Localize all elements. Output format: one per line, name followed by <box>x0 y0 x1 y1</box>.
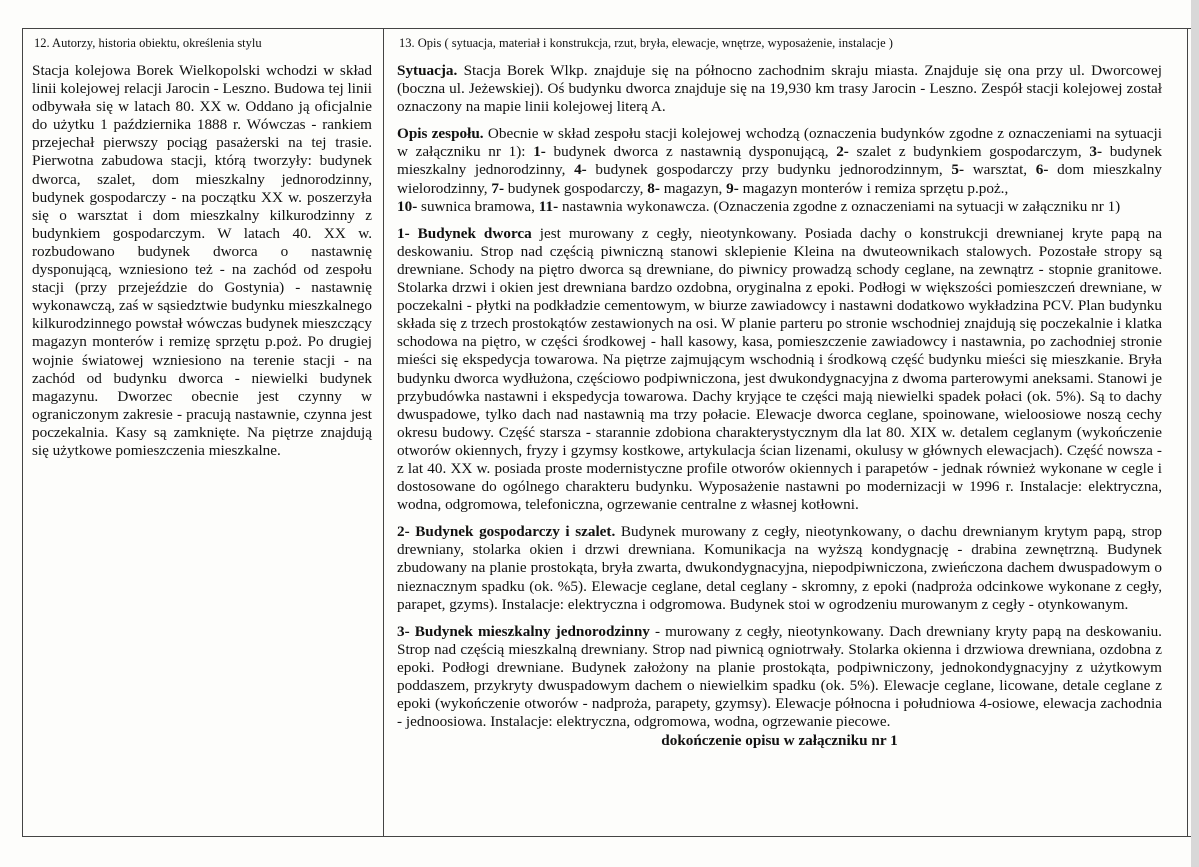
column-divider <box>383 28 384 836</box>
zespol-item: magazyn monterów i remiza sprzętu p.poż., <box>738 179 1009 197</box>
zespol-num: 1- <box>533 143 546 161</box>
zespol-item: magazyn, <box>659 179 727 197</box>
frame-right-line <box>1187 28 1188 836</box>
zespol-num: 11- <box>538 197 559 215</box>
zespol-intro: Obecnie w skład zespołu stacji kolejowej wchodzą (oznaczenia budynków zgodne z oznaczeniami na sytuacji w załączniku nr 1): <box>397 125 1162 161</box>
description-column <box>397 62 1162 750</box>
history-text: Stacja kolejowa Borek Wielkopolski wchodzi w skład linii kolejowej relacji Jarocin - Leszno. Budowa tej linii odbywała się w latach 80. XX w. Oddano ją oficjalnie do użytku 1 października 1888 r. Wówczas - rankiem przejechał pierwszy pociąg pasażerski na tej trasie. Pierwotna zabudowa stacji, którą tworzyły: budynek dworca, szalet, dom mieszkalny jednorodzinny, budynek gospodarczy - na początku XX w. poszerzyła się o warsztat i dom mieszkalny kilkurodzinny z budynkiem gospodarczym. W latach 40. XX w. rozbudowano budynek dworca o nastawnię dysponującą, wzniesiono też - na zachód od zespołu stacji (przy przejeździe do Gostynia) - nastawnię wykonawczą, zaś w sąsiedztwie budynku mieszkalnego kilkurodzinnego powstał wówczas budynek mieszczący magazyn monterów i remizę sprzętu p.poż. Po drugiej wojnie światowej wzniesiono na terenie stacji - na zachód od budynku dworca - niewielki budynek magazynu. Dworzec obecnie jest czynny w ograniczonym zakresie - pracują nastawnie, czynna jest poczekalnia. Kasy są zamknięte. Na piętrze znajdują się użytkowe pomieszczenia mieszkalne. <box>32 62 372 459</box>
building-1-text: jest murowany z cegły, nieotynkowany. Posiada dachy o konstrukcji drewnianej kryte papą na deskowaniu. Strop nad częścią piwniczną stanowi sklepienie Kleina na dwuteownikach stalowych. Pozostałe stropy są drewniane. Schody na piętro dworca są drewniane, do piwnicy prowadzą schody ceglane, na zewnątrz - stopnie granitowe. Stolarka drzwi i okien jest drewniana bardzo ozdobna, oryginalna z epoki. Podłogi w większości pomieszczeń drewniane, w poczekalni - płytki na podkładzie cementowym, w biurze zawiadowcy i nastawni dodatkowo wykładzina PCV. Plan budynku składa się z trzech prostokątów zestawionych na osi. W planie parteru po stronie wschodniej znajdują się poczekalnie i klatka schodowa na piętro, w części środkowej - hall kasowy, kasa, pomieszczenie zawiadowcy i nastawnia, po zachodniej stronie mieści się ekspedycja towarowa. Na piętrze zajmującym wschodnią i środkową część budynku mieści się mieszkanie. Bryła budynku dworca wydłużona, częściowo podpiwniczona, jest dwukondygnacyjna z dwoma parterowymi aneksami. Stanowi je przybudówka nastawni i ekspedycja towarowa. Dachy kryjące te części mają niewielki spadek połaci (ok. 5%). Są to dachy dwuspadowe, tylko dach nad nastawnią ma trzy połacie. Elewacje dworca ceglane, spoinowane, wieloosiowe noszą cechy okresu budowy. Część starsza - starannie zdobiona charakterystycznym dla lat 80. XIX w. detalem ceglanym (wykończenie otworów okiennych, fryzy i gzymsy kostkowe, artykulacja ścian lizenami, okulusy w głównych elewacjach). Część nowsza - z lat 40. XX w. posiada proste modernistyczne profile otworów okiennych i parapetów - jednak również wykonane w cegle i dostosowane do ogólnego charakteru budynku. Wyposażenie nastawni po modernizacji w 1996 r. Instalacje: elektryczna, wodna, odgromowa, telefoniczna, ogrzewanie centralne z własnej kotłowni. <box>397 224 1162 514</box>
zespol-item: warsztat, <box>964 161 1036 179</box>
zespol-num: 3- <box>1089 143 1102 161</box>
zespol-num: 10- <box>397 197 418 215</box>
continuation-note: dokończenie opisu w załączniku nr 1 <box>661 732 898 750</box>
building-3-paragraph <box>397 623 1162 732</box>
zespol-label: Opis zespołu. <box>397 125 484 143</box>
sytuacja-label: Sytuacja. <box>397 62 458 79</box>
zespol-item: nastawnia wykonawcza. (Oznaczenia zgodne z oznaczeniami na sytuacji w załączniku nr 1) <box>558 197 1121 215</box>
zespol-num: 8- <box>647 179 660 197</box>
frame-bottom-line <box>22 836 1194 837</box>
zespol-item: budynek dworca z nastawnią dysponującą, <box>545 143 837 161</box>
scan-edge <box>1191 0 1199 867</box>
right-section-header: 13. Opis ( sytuacja, materiał i konstrukcja, rzut, bryła, elewacje, wnętrze, wyposażenie, instalacje ) <box>399 36 893 50</box>
zespol-num: 2- <box>836 143 849 161</box>
zespol-item: szalet z budynkiem gospodarczym, <box>848 143 1090 161</box>
sytuacja-paragraph <box>397 62 1162 116</box>
frame-top-line <box>22 28 1194 29</box>
zespol-num: 6- <box>1035 161 1049 179</box>
building-2-paragraph <box>397 523 1162 613</box>
zespol-item: dom mieszkalny wielorodzinny, <box>397 161 1162 197</box>
building-3-text: - murowany z cegły, nieotynkowany. Dach drewniany kryty papą na deskowaniu. Strop nad częścią mieszkalną drewniany. Strop nad piwnicą ogniotrwały. Stolarka okienna i drzwiowa drewniana, ozdobna z epoki. Podłogi drewniane. Budynek założony na planie prostokąta, podpiwniczony, jednokondygnacyjny z użytkowym poddaszem, przykryty dwuspadowym dachem o niewielkim spadku (ok. 5%). Elewacje ceglane, licowane, detale ceglane z epoki (wykończenie otworów - nadproża, parapety, gzymsy). Elewacje północna i południowa 4-osiowe, elewacja zachodnia - jednoosiowa. Instalacje: elektryczna, odgromowa, wodna, ogrzewanie piecowe. <box>397 622 1162 731</box>
building-2-label: 2- Budynek gospodarczy i szalet. <box>397 523 616 541</box>
zespol-num: 5- <box>951 161 965 179</box>
zespol-item: budynek gospodarczy przy budynku jednorodzinnym, <box>586 161 952 179</box>
sytuacja-text: Stacja Borek Wlkp. znajduje się na północno zachodnim skraju miasta. Znajduje się ona przy ul. Dworcowej (boczna ul. Jeżewskiej). Oś budynku dworca znajduje się na 19,930 km trasy Jarocin - Leszno. Zespół stacji kolejowej został oznaczony na mapie linii kolejowej literą A. <box>397 62 1162 116</box>
left-section-header: 12. Autorzy, historia obiektu, określenia stylu <box>34 36 262 50</box>
zespol-num: 4- <box>574 161 587 179</box>
zespol-num: 9- <box>726 179 739 197</box>
zespol-item: suwnica bramowa, <box>417 197 539 215</box>
building-2-text: Budynek murowany z cegły, nieotynkowany, o dachu drewnianym krytym papą, strop drewniany, stolarka okien i drzwi drewniana. Komunikacja na wyższą kondygnację - drabina zewnętrzną. Budynek zbudowany na planie prostokąta, bryła zwarta, dwukondygnacyjna, niepodpiwniczona, zwieńczona dachem dwuspadowym o nieznacznym spadku (ok. %5). Elewacje ceglane, detal ceglany - skromny, z epoki (nadproża odcinkowe wykonane z cegły, parapet, gzyms). Instalacje: elektryczna i odgromowa. Budynek stoi w ogrodzeniu murowanym z cegły - otynkowanym. <box>397 523 1163 613</box>
zespol-item: budynek mieszkalny jednorodzinny, <box>397 143 1162 179</box>
zespol-item: budynek gospodarczy, <box>504 179 648 197</box>
building-3-label: 3- Budynek mieszkalny jednorodzinny <box>397 622 650 640</box>
zespol-paragraph <box>397 125 1162 215</box>
building-1-label: 1- Budynek dworca <box>397 224 532 242</box>
history-column <box>32 62 372 460</box>
building-1-paragraph <box>397 225 1162 515</box>
zespol-num: 7- <box>491 179 504 197</box>
frame-left-line <box>22 28 23 836</box>
